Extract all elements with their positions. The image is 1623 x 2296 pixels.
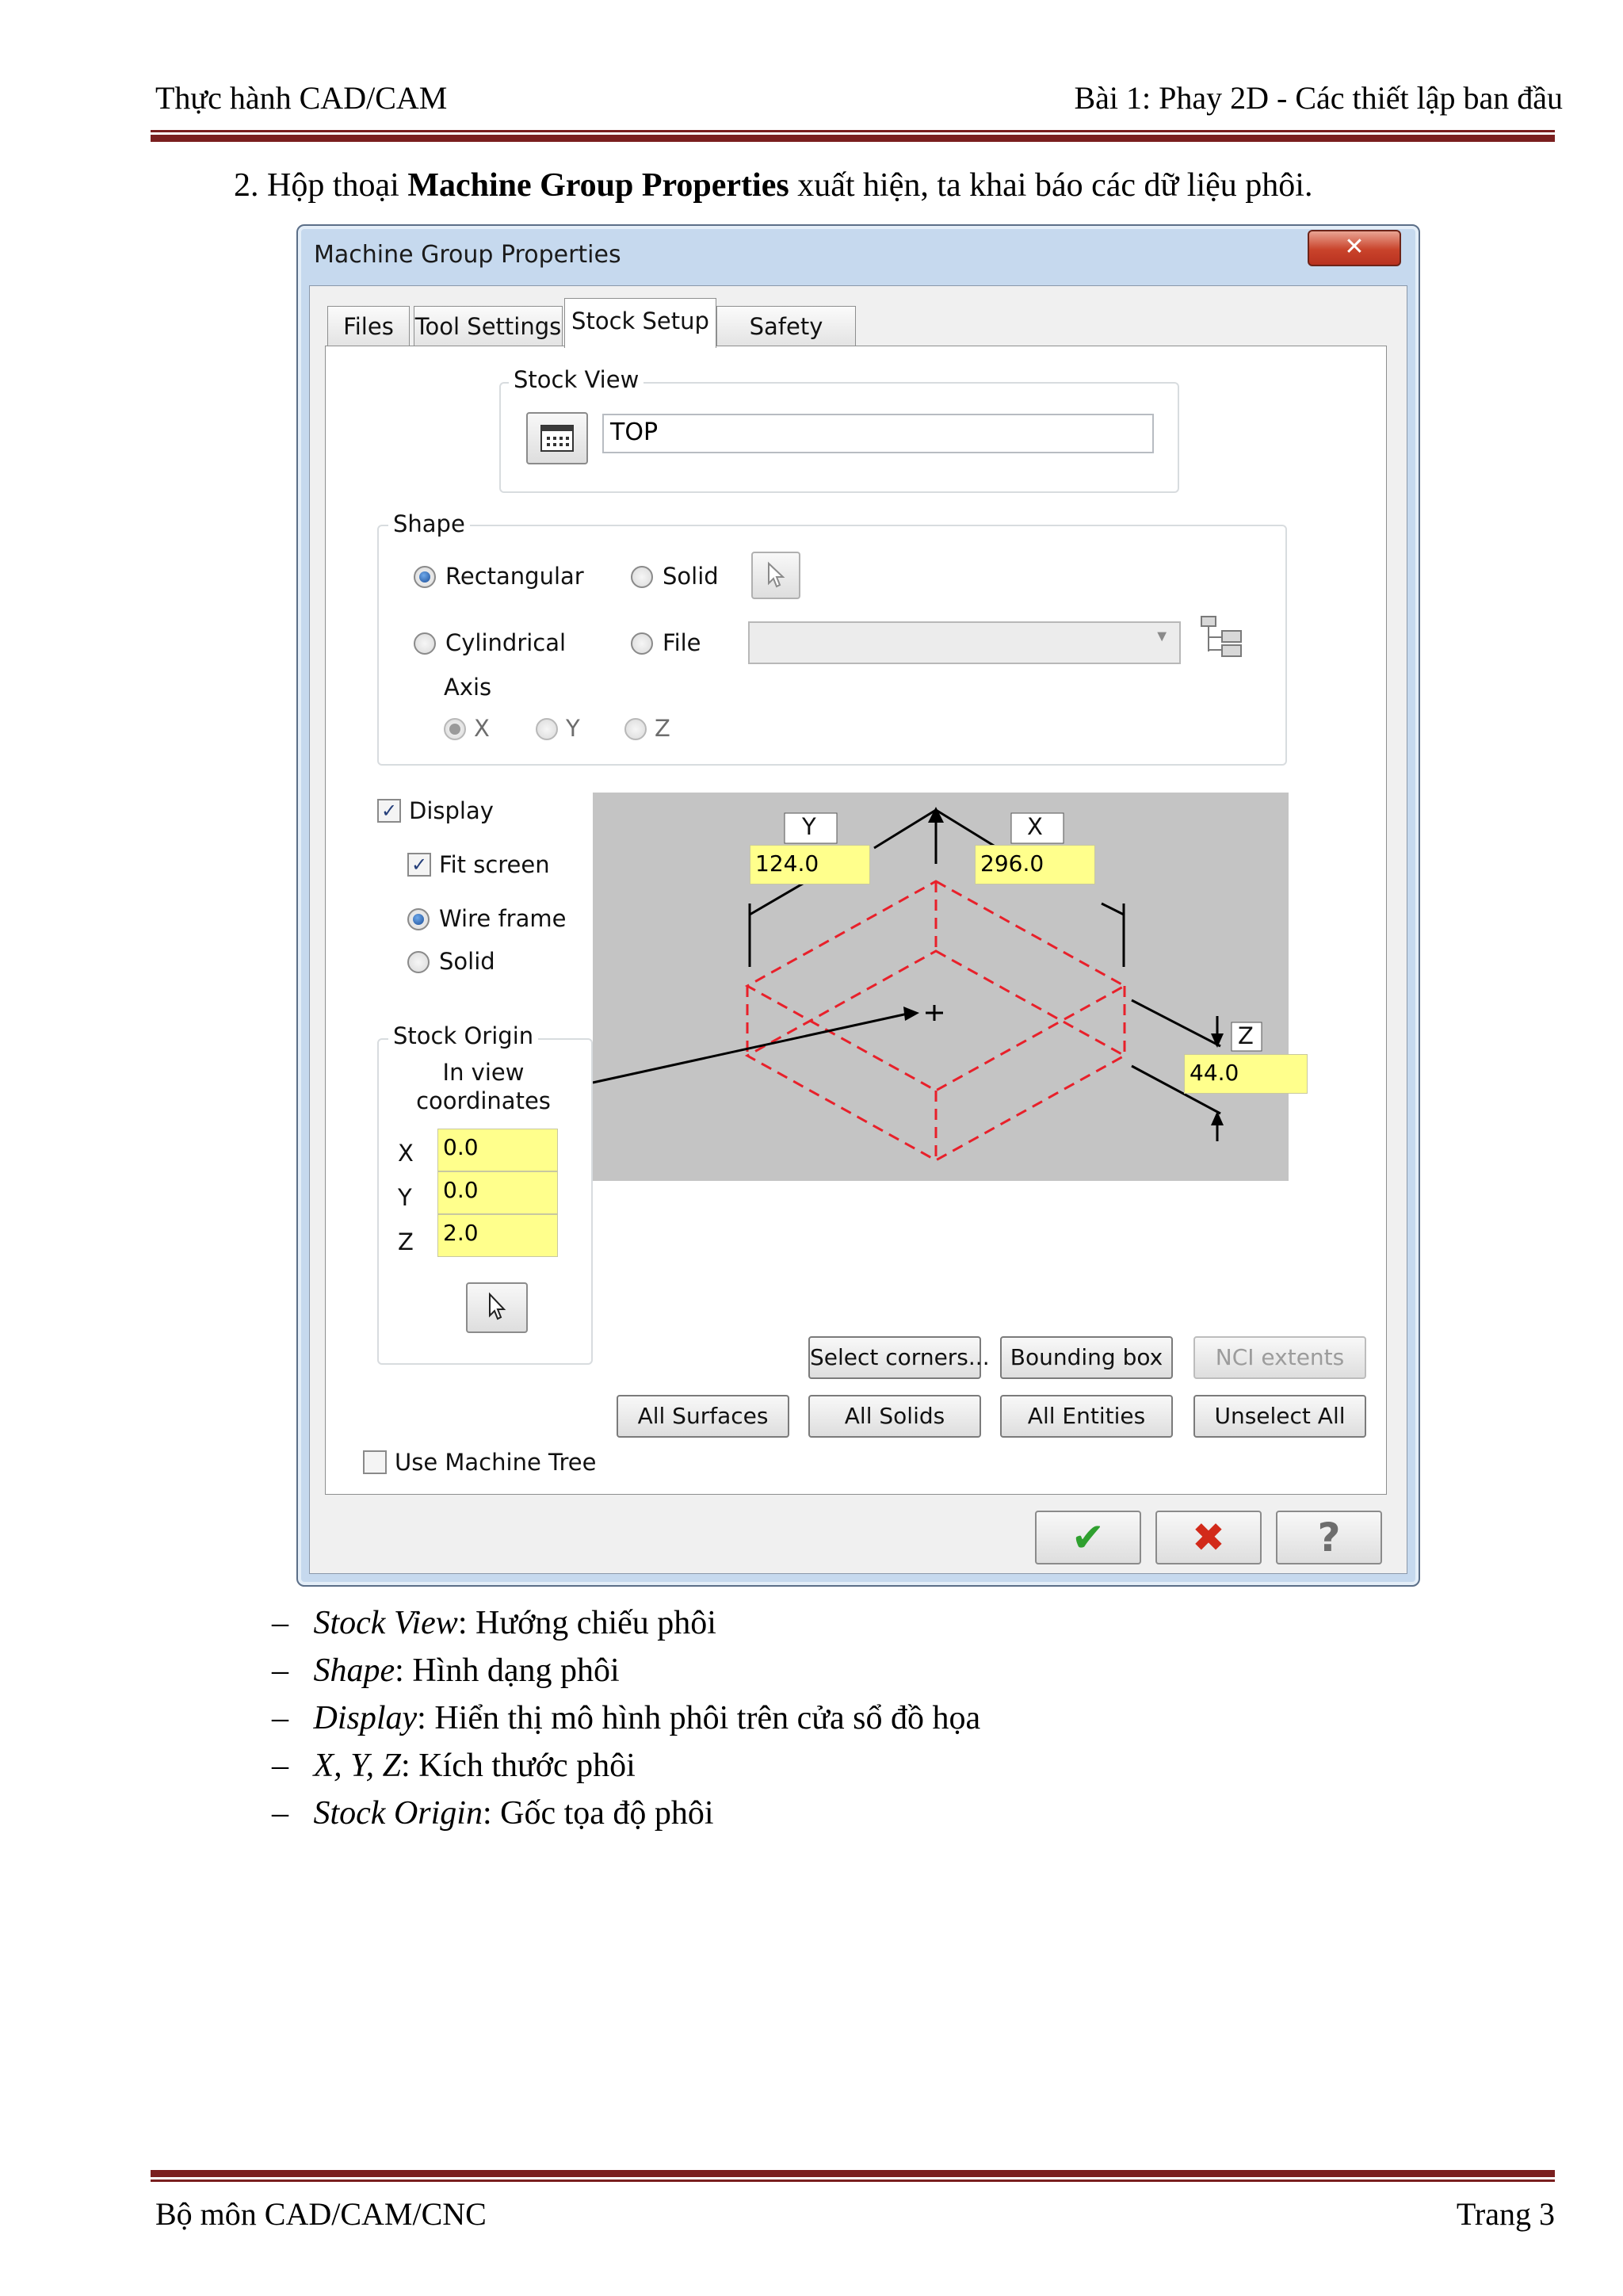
stock-view-field[interactable]: TOP (602, 414, 1154, 453)
tab-tool-settings[interactable]: Tool Settings (414, 306, 563, 346)
bullet-display (272, 1699, 980, 1737)
file-label: File (663, 629, 701, 656)
preview-z-label: Z (1238, 1022, 1254, 1049)
use-machine-tree-checkbox[interactable] (363, 1450, 387, 1474)
tab-stock-setup[interactable]: Stock Setup (564, 298, 716, 348)
bullet-stock-view (272, 1604, 716, 1642)
stock-view-label: Stock View (509, 366, 643, 393)
origin-select-button[interactable] (466, 1282, 528, 1333)
stock-origin-subtitle-2: coordinates (416, 1087, 551, 1114)
stock-x-size-field[interactable]: 296.0 (975, 845, 1095, 884)
cancel-button[interactable] (1155, 1511, 1262, 1564)
cylindrical-label: Cylindrical (445, 629, 567, 656)
all-entities-button[interactable]: All Entities (1000, 1395, 1173, 1438)
preview-y-label: Y (802, 813, 816, 840)
shape-label: Shape (388, 510, 470, 537)
origin-z-field[interactable]: 2.0 (437, 1214, 558, 1257)
origin-z-label: Z (398, 1228, 414, 1255)
ok-button[interactable] (1035, 1511, 1141, 1564)
close-button[interactable]: ✕ (1308, 230, 1401, 266)
solid-display-label: Solid (439, 948, 495, 975)
axis-z-label: Z (655, 715, 670, 742)
chevron-down-icon: ▼ (1154, 628, 1170, 645)
preview-x-label: X (1027, 813, 1043, 840)
footer-page-number: Trang 3 (1456, 2196, 1555, 2232)
intro-suffix: xuất hiện, ta khai báo các dữ liệu phôi. (789, 167, 1313, 204)
cursor-arrow-icon (485, 1292, 509, 1324)
stock-z-size-field[interactable]: 44.0 (1184, 1054, 1308, 1094)
bullet-term: Stock Origin (313, 1795, 483, 1832)
origin-y-label: Y (398, 1184, 412, 1211)
tab-safety-zone[interactable]: Safety (716, 306, 856, 346)
origin-y-field[interactable]: 0.0 (437, 1171, 558, 1214)
bullet-desc: : Hiển thị mô hình phôi trên cửa sổ đồ họa (417, 1700, 981, 1736)
header-right: Bài 1: Phay 2D - Các thiết lập ban đầu (1074, 80, 1563, 116)
bullet-shape (272, 1652, 620, 1690)
wireframe-top-face (747, 881, 1125, 1091)
bullet-desc: : Hướng chiếu phôi (457, 1605, 716, 1641)
solid-shape-label: Solid (663, 563, 719, 590)
bullet-term: Display (313, 1700, 418, 1736)
rectangular-label: Rectangular (445, 563, 584, 590)
check-icon: ✔ (1071, 1515, 1105, 1561)
bullet-stock-origin (272, 1794, 714, 1832)
bullet-dash: – (272, 1795, 288, 1832)
help-button[interactable] (1276, 1511, 1382, 1564)
display-checkbox[interactable]: ✓ (377, 799, 401, 823)
bullet-desc: : Gốc tọa độ phôi (482, 1795, 714, 1832)
bullet-dash: – (272, 1652, 288, 1689)
bullet-term: X, Y, Z (313, 1748, 402, 1784)
cancel-x-icon: ✖ (1192, 1515, 1225, 1561)
nci-extents-button[interactable]: NCI extents (1193, 1336, 1366, 1379)
footer-rule-thick (151, 2170, 1555, 2177)
fit-screen-checkbox[interactable]: ✓ (407, 853, 431, 877)
all-solids-button[interactable]: All Solids (808, 1395, 981, 1438)
axis-label: Axis (444, 674, 492, 701)
bounding-box-button[interactable]: Bounding box (1000, 1336, 1173, 1379)
help-question-icon: ? (1317, 1515, 1341, 1561)
bullet-term: Stock View (313, 1605, 458, 1641)
axis-x-label: X (474, 715, 490, 742)
footer-rule-thin (151, 2179, 1555, 2182)
intro-prefix: 2. Hộp thoại (234, 167, 408, 204)
bullet-desc: : Hình dạng phôi (395, 1652, 620, 1689)
display-label: Display (409, 797, 494, 824)
dialog-title: Machine Group Properties (314, 241, 621, 269)
footer-left: Bộ môn CAD/CAM/CNC (155, 2196, 487, 2232)
use-machine-tree-label: Use Machine Tree (395, 1449, 597, 1476)
origin-x-label: X (398, 1140, 414, 1167)
axis-y-label: Y (566, 715, 580, 742)
header-left: Thực hành CAD/CAM (155, 80, 448, 116)
bullet-dash: – (272, 1605, 288, 1641)
tab-files[interactable]: Files (327, 306, 410, 346)
intro-bold: Machine Group Properties (407, 167, 789, 204)
all-surfaces-button[interactable]: All Surfaces (617, 1395, 789, 1438)
bullet-term: Shape (313, 1652, 395, 1689)
bullet-dash: – (272, 1700, 288, 1736)
stock-y-size-field[interactable]: 124.0 (750, 845, 870, 884)
origin-x-field[interactable]: 0.0 (437, 1129, 558, 1171)
fit-screen-label: Fit screen (439, 851, 550, 878)
wire-frame-label: Wire frame (439, 905, 567, 932)
bullet-desc: : Kích thước phôi (401, 1748, 636, 1784)
stock-origin-subtitle-1: In view (442, 1059, 525, 1086)
unselect-all-button[interactable]: Unselect All (1193, 1395, 1366, 1438)
stock-origin-label: Stock Origin (388, 1022, 538, 1049)
bullet-dash: – (272, 1748, 288, 1784)
select-corners-button[interactable]: Select corners... (808, 1336, 981, 1379)
bullet-xyz (272, 1747, 636, 1785)
